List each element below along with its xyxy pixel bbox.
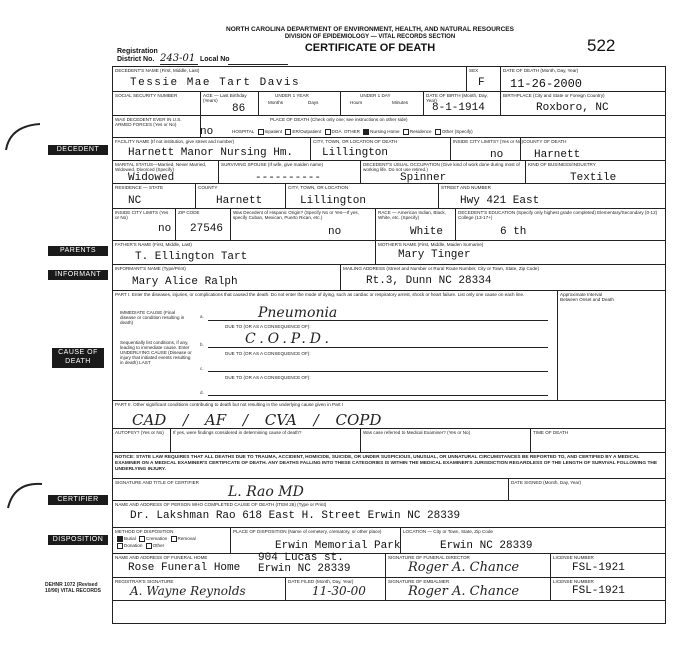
city-of-death-label: CITY, TOWN, OR LOCATION OF DEATH — [313, 139, 398, 144]
tab-parents: PARENTS — [48, 246, 108, 256]
mailing-value: Rt.3, Dunn NC 28334 — [366, 275, 492, 287]
place-disposition-label: PLACE OF DISPOSITION (Name of cemetery, crematory, or other place) — [233, 529, 382, 534]
license-label-1: LICENSE NUMBER — [553, 555, 594, 560]
spouse-label: SURVIVING SPOUSE (If wife, give maiden name) — [221, 162, 324, 167]
cause-a-value: Pneumonia — [258, 305, 338, 321]
business-value: Textile — [570, 172, 617, 184]
inside-limits-value: no — [490, 149, 504, 161]
spouse-value: ---------- — [255, 172, 322, 184]
binder-mark-bottom — [0, 478, 50, 518]
registration-label: Registration — [117, 48, 158, 55]
res-county-label: COUNTY — [198, 185, 218, 190]
education-value: 6 th — [500, 226, 527, 238]
tab-informant: INFORMANT — [48, 270, 108, 280]
embalmer-label: SIGNATURE OF EMBALMER — [388, 579, 450, 584]
date-filed-label: DATE FILED (Month, Day, Year) — [288, 579, 354, 584]
due-to-label-a: DUE TO (OR AS A CONSEQUENCE OF): — [225, 324, 311, 329]
inside-limits-label: INSIDE CITY LIMITS? (Yes or No) — [453, 139, 523, 144]
time-of-death-label: TIME OF DEATH — [533, 430, 569, 435]
binder-mark-top — [0, 120, 50, 160]
date-filed-value: 11-30-00 — [312, 584, 366, 598]
removal-checkbox — [171, 536, 177, 542]
res-city-value: Lillington — [300, 195, 367, 207]
inpatient-checkbox — [258, 129, 264, 135]
agency-heading: NORTH CAROLINA DEPARTMENT OF ENVIRONMENT, HEALTH, AND NATURAL RESOURCES — [226, 26, 514, 33]
part1-label: PART I. Enter the diseases, injuries, or complications that caused the death. Do not enter the mode of dying, such as cardiac or respiratory arrest, shock or heart failure. List only one cause on each line. — [115, 292, 525, 297]
other-label: OTHER — [343, 129, 360, 135]
business-label: KIND OF BUSINESS/INDUSTRY — [528, 162, 596, 167]
father-label: FATHER'S NAME (First, Middle, Last) — [115, 242, 192, 247]
funeral-home-name: Rose Funeral Home — [128, 562, 241, 574]
division-heading: DIVISION OF EPIDEMIOLOGY — VITAL RECORDS SECTION — [284, 34, 456, 40]
county-of-death-value: Harnett — [534, 149, 581, 161]
cause-b-value: C.O.P.D. — [245, 331, 333, 347]
burial-checkbox — [117, 536, 123, 542]
certificate-title: CERTIFICATE OF DEATH — [304, 42, 436, 54]
birthplace-label: BIRTHPLACE (City and State or Foreign Country) — [503, 93, 605, 98]
registrar-label: REGISTRAR'S SIGNATURE — [115, 579, 174, 584]
cremation-label: Cremation — [146, 536, 168, 542]
date-of-death-label: DATE OF DEATH (Month, Day, Year) — [503, 68, 579, 73]
form-id: DEHNR 1072 (Revised 10/90) VITAL RECORDS — [45, 582, 101, 594]
facility-value: Harnett Manor Nursing Hm. — [128, 147, 294, 159]
marital-value: Widowed — [128, 172, 175, 184]
license-value-2: FSL-1921 — [572, 585, 625, 597]
age-value: 86 — [232, 103, 246, 115]
residence-label: Residence — [409, 129, 432, 135]
armed-forces-label: WAS DECEDENT EVER IN U.S. ARMED FORCES (Yes or No) — [115, 117, 182, 127]
zip-label: ZIP CODE — [178, 210, 200, 215]
occupation-value: Spinner — [400, 172, 447, 184]
place-of-death-label: PLACE OF DEATH (Check only one; see instructions on other side) — [270, 117, 408, 122]
race-value: White — [410, 226, 444, 238]
days-label: Days — [308, 100, 319, 105]
due-to-label-c: DUE TO (OR AS A CONSEQUENCE OF): — [225, 375, 311, 380]
hours-label: Hours — [350, 100, 363, 105]
license-label-2: LICENSE NUMBER — [553, 579, 594, 584]
donation-label: Donation — [124, 543, 143, 549]
embalmer-signature: Roger A. Chance — [408, 584, 520, 599]
mailing-label: MAILING ADDRESS (Street and Number or Rural Route Number, City or Town, State, Zip Code) — [343, 266, 539, 271]
tab-certifier: CERTIFIER — [48, 495, 108, 505]
under-one-year-label: UNDER 1 YEAR — [275, 93, 309, 98]
city-of-death-value: Lillington — [322, 147, 389, 159]
zip-value: 27546 — [190, 223, 224, 235]
other-specify-checkbox — [435, 129, 441, 135]
father-value: T. Ellington Tart — [135, 251, 248, 263]
line-c-marker: c. — [200, 366, 204, 371]
method-label: METHOD OF DISPOSITION — [115, 529, 174, 534]
funeral-director-signature: Roger A. Chance — [408, 560, 520, 575]
hispanic-label: Was Decedent of Hispanic Origin? (Specify No or Yes—If yes, specify Cuban, Mexican, Puerto Rican, etc.) — [233, 210, 359, 220]
res-city-label: CITY, TOWN, OR LOCATION — [288, 185, 349, 190]
license-value-1: FSL-1921 — [572, 562, 625, 574]
findings-label: If yes, were findings considered in determining cause of death? — [173, 430, 302, 435]
tab-decedent: DECEDENT — [48, 145, 108, 155]
dob-value: 8-1-1914 — [432, 102, 485, 114]
marital-label: MARITAL STATUS—Married, Never Married, Widowed, Divorced (Specify) — [115, 162, 207, 172]
ssn-label: SOCIAL SECURITY NUMBER — [115, 93, 178, 98]
res-inside-value: no — [158, 223, 172, 235]
method-options-row2 — [115, 543, 164, 549]
inpatient-label: Inpatient — [264, 129, 283, 135]
dob-label: DATE OF BIRTH (Month, Day, Year) — [426, 93, 488, 103]
part2-value: CAD / AF / CVA / COPD — [132, 411, 382, 429]
tab-cause-of-death: CAUSE OF DEATH — [52, 348, 104, 368]
under-one-day-label: UNDER 1 DAY — [360, 93, 391, 98]
location-value: Erwin NC 28339 — [440, 540, 533, 552]
disp-other-label: Other — [152, 543, 165, 549]
certifier-name-label: NAME AND ADDRESS OF PERSON WHO COMPLETED CAUSE OF DEATH (ITEM 26) (Type or Print) — [115, 502, 327, 507]
sex-label: SEX — [469, 68, 479, 73]
line-d-marker: d. — [200, 390, 204, 395]
minutes-label: Minutes — [392, 100, 409, 105]
mother-label: MOTHER'S NAME (First, Middle, Maiden Surname) — [378, 242, 484, 247]
funeral-director-label: SIGNATURE OF FUNERAL DIRECTOR — [388, 555, 470, 560]
disp-other-checkbox — [146, 543, 152, 549]
other-specify-label: Other (Specify) — [441, 129, 473, 135]
district-value: 243-01 — [160, 53, 196, 64]
sex-value: F — [478, 77, 485, 89]
residence-checkbox — [403, 129, 409, 135]
informant-label: INFORMANT'S NAME (Type/Print) — [115, 266, 186, 271]
donation-checkbox — [117, 543, 123, 549]
nursing-label: Nursing Home — [370, 129, 400, 135]
occupation-label: DECEDENT'S USUAL OCCUPATION (Give kind of work done during most of working life. Do not use retired.) — [363, 162, 520, 172]
examiner-label: Was case referred to Medical Examiner? (Yes or No) — [363, 430, 471, 435]
county-of-death-label: COUNTY OF DEATH — [523, 139, 567, 144]
date-of-death-value: 11-26-2000 — [510, 77, 583, 91]
nursing-checkbox — [363, 129, 369, 135]
age-label: AGE — Last Birthday (Years) — [203, 93, 247, 103]
line-a-marker: a. — [200, 314, 204, 319]
notice-text: NOTICE: STATE LAW REQUIRES THAT ALL DEATHS DUE TO TRAUMA, ACCIDENT, HOMICIDE, SUICIDE, OR UNDER SUSPICIOUS, UNUSUAL, OR UNNATURAL CIRCUMSTANCES BE REPORTED TO, AND CERTIFIED BY A MEDICAL EXAMINER ON A MEDICAL EXAMINER'S CERTIFICATE OF DEATH. ANY DEATHS FALLING INTO THESE CATEGORIES IS WITHIN THE MEDICAL EXAMINER'S JURISDICTION REGARDLESS OF THE LENGTH OF SURVIVAL FOLLOWING THE UNDERLYING INJURY. — [115, 455, 658, 472]
res-state-label: RESIDENCE — STATE — [115, 185, 164, 190]
months-label: Months — [268, 100, 284, 105]
name-label: DECEDENT'S NAME (First, Middle, Last) — [115, 68, 200, 73]
tab-disposition: DISPOSITION — [48, 535, 108, 545]
facility-label: FACILITY NAME (If not institution, give street and number) — [115, 139, 235, 144]
education-label: DECEDENT'S EDUCATION (Specify only highest grade completed) Elementary/Secondary (0-12) College (13-17+) — [458, 210, 658, 220]
date-signed-label: DATE SIGNED (Month, Day, Year) — [511, 480, 582, 485]
street-label: STREET AND NUMBER — [441, 185, 491, 190]
district-label: District No. — [117, 56, 155, 63]
immediate-cause-label: IMMEDIATE CAUSE (Final disease or condition resulting in death) — [120, 310, 185, 325]
informant-value: Mary Alice Ralph — [132, 276, 238, 288]
burial-label: Burial — [124, 536, 136, 542]
cremation-checkbox — [139, 536, 145, 542]
doa-checkbox — [325, 129, 331, 135]
line-b-marker: b. — [200, 342, 204, 347]
place-disposition-value: Erwin Memorial Park — [275, 540, 401, 552]
race-label: RACE — American Indian, Black, White, etc. (Specify) — [378, 210, 446, 220]
hospital-label: HOSPITAL — [232, 129, 255, 135]
removal-label: Removal — [177, 536, 196, 542]
funeral-home-label: NAME AND ADDRESS OF FUNERAL HOME — [115, 555, 208, 560]
registrar-signature: A. Wayne Reynolds — [130, 584, 246, 598]
certifier-signature: L. Rao MD — [228, 484, 304, 500]
res-state-value: NC — [128, 195, 142, 207]
funeral-home-addr1: 904 Lucas st. — [258, 552, 344, 564]
birthplace-value: Roxboro, NC — [536, 102, 609, 114]
signature-label: SIGNATURE AND TITLE OF CERTIFIER — [115, 480, 199, 485]
er-checkbox — [285, 129, 291, 135]
mother-value: Mary Tinger — [398, 249, 471, 261]
interval-label: Approximate Interval Between Onset and Death — [560, 292, 614, 302]
street-value: Hwy 421 East — [460, 195, 540, 207]
hispanic-value: no — [328, 226, 342, 238]
funeral-home-addr2: Erwin NC 28339 — [258, 563, 351, 575]
place-of-death-options — [232, 129, 473, 135]
doa-label: DOA — [331, 129, 342, 135]
sequential-label: Sequentially list conditions, if any, leading to immediate cause. Enter UNDERLYING CAUSE (Disease or injury that initiated events resulting in death) LAST — [120, 340, 192, 365]
due-to-label-b: DUE TO (OR AS A CONSEQUENCE OF): — [225, 351, 311, 356]
certificate-number: 522 — [587, 36, 616, 55]
res-county-value: Harnett — [216, 195, 263, 207]
certifier-value: Dr. Lakshman Rao 618 East H. Street Erwin NC 28339 — [130, 510, 461, 522]
method-options-row1 — [115, 536, 196, 542]
autopsy-label: AUTOPSY? (Yes or No) — [115, 430, 164, 435]
location-label: LOCATION — City or Town, State, Zip Code — [403, 529, 493, 534]
res-inside-label: INSIDE CITY LIMITS (Yes or No) — [115, 210, 169, 220]
er-label: ER/Outpatient — [292, 129, 322, 135]
armed-forces-value: no — [200, 126, 214, 138]
local-label: Local No — [200, 56, 230, 63]
part2-label: PART II. Other significant conditions contributing to death but not resulting in the underlying cause given in Part I — [115, 402, 344, 407]
decedent-name: Tessie Mae Tart Davis — [130, 77, 301, 89]
